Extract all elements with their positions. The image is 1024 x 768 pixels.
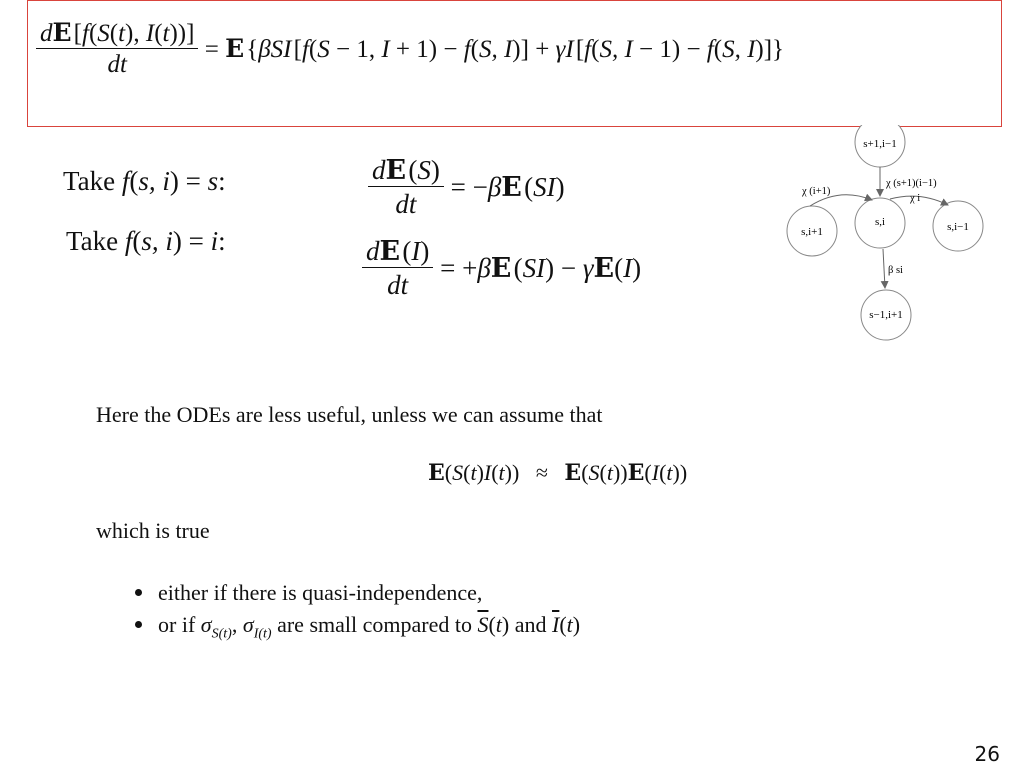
ode-s: $\frac{dE (S)}{dt}$ = −βE (SI) [368,155,565,220]
master-equation: $\frac{dE [f(S(t), I(t))]}{dt}$ = E {βSI [f(S − 1, I + 1) − f(S, I)] + γI [f(S, I − 1) − f(S, I)]} [36,18,784,79]
node-left-label: s,i+1 [801,226,823,238]
edge-right-label: χ i [910,193,921,204]
take-s-line: Take f(s, i) = s: [63,166,226,196]
bullet-1: either if there is quasi-independence, [135,580,482,606]
bullet-dot [135,589,142,596]
take-s-label: Take [63,166,116,196]
which-true: which is true [96,518,210,543]
node-bottom-label: s−1,i+1 [869,309,903,321]
page-number: 26 [974,742,1000,766]
node-center-label: s,i [874,216,886,228]
edge-left-label: χ (i+1) [802,186,831,197]
bullet-2: or if $\sigma_{S(t)}$, $\sigma_{I(t)}$ are small compared to $\overline{S}(t)$ and $\overline{I}(t)$ [135,612,580,642]
take-i-label: Take [66,226,119,256]
body-paragraph: Here the ODEs are less useful, unless we can assume that [96,402,603,427]
transition-diagram [780,125,990,350]
edge-top-label: χ (s+1)(i−1) [886,178,937,189]
edge-bottom-label: β si [888,265,903,276]
master-lhs-fraction: $\frac{dE [f(S(t), I(t))]}{dt}$ [36,18,198,79]
approx-equation: E(S(t)I(t)) ≈ E(S(t))E(I(t)) [428,460,688,486]
bullet-dot [135,621,142,628]
node-right-label: s,i−1 [947,221,969,233]
ode-i: $\frac{dE (I)}{dt}$ = +βE (SI) − γE(I) [362,236,641,301]
take-i-line: Take f(s, i) = i: [66,226,226,256]
node-top-label: s+1,i−1 [863,138,897,150]
edge-bottom [883,249,885,288]
